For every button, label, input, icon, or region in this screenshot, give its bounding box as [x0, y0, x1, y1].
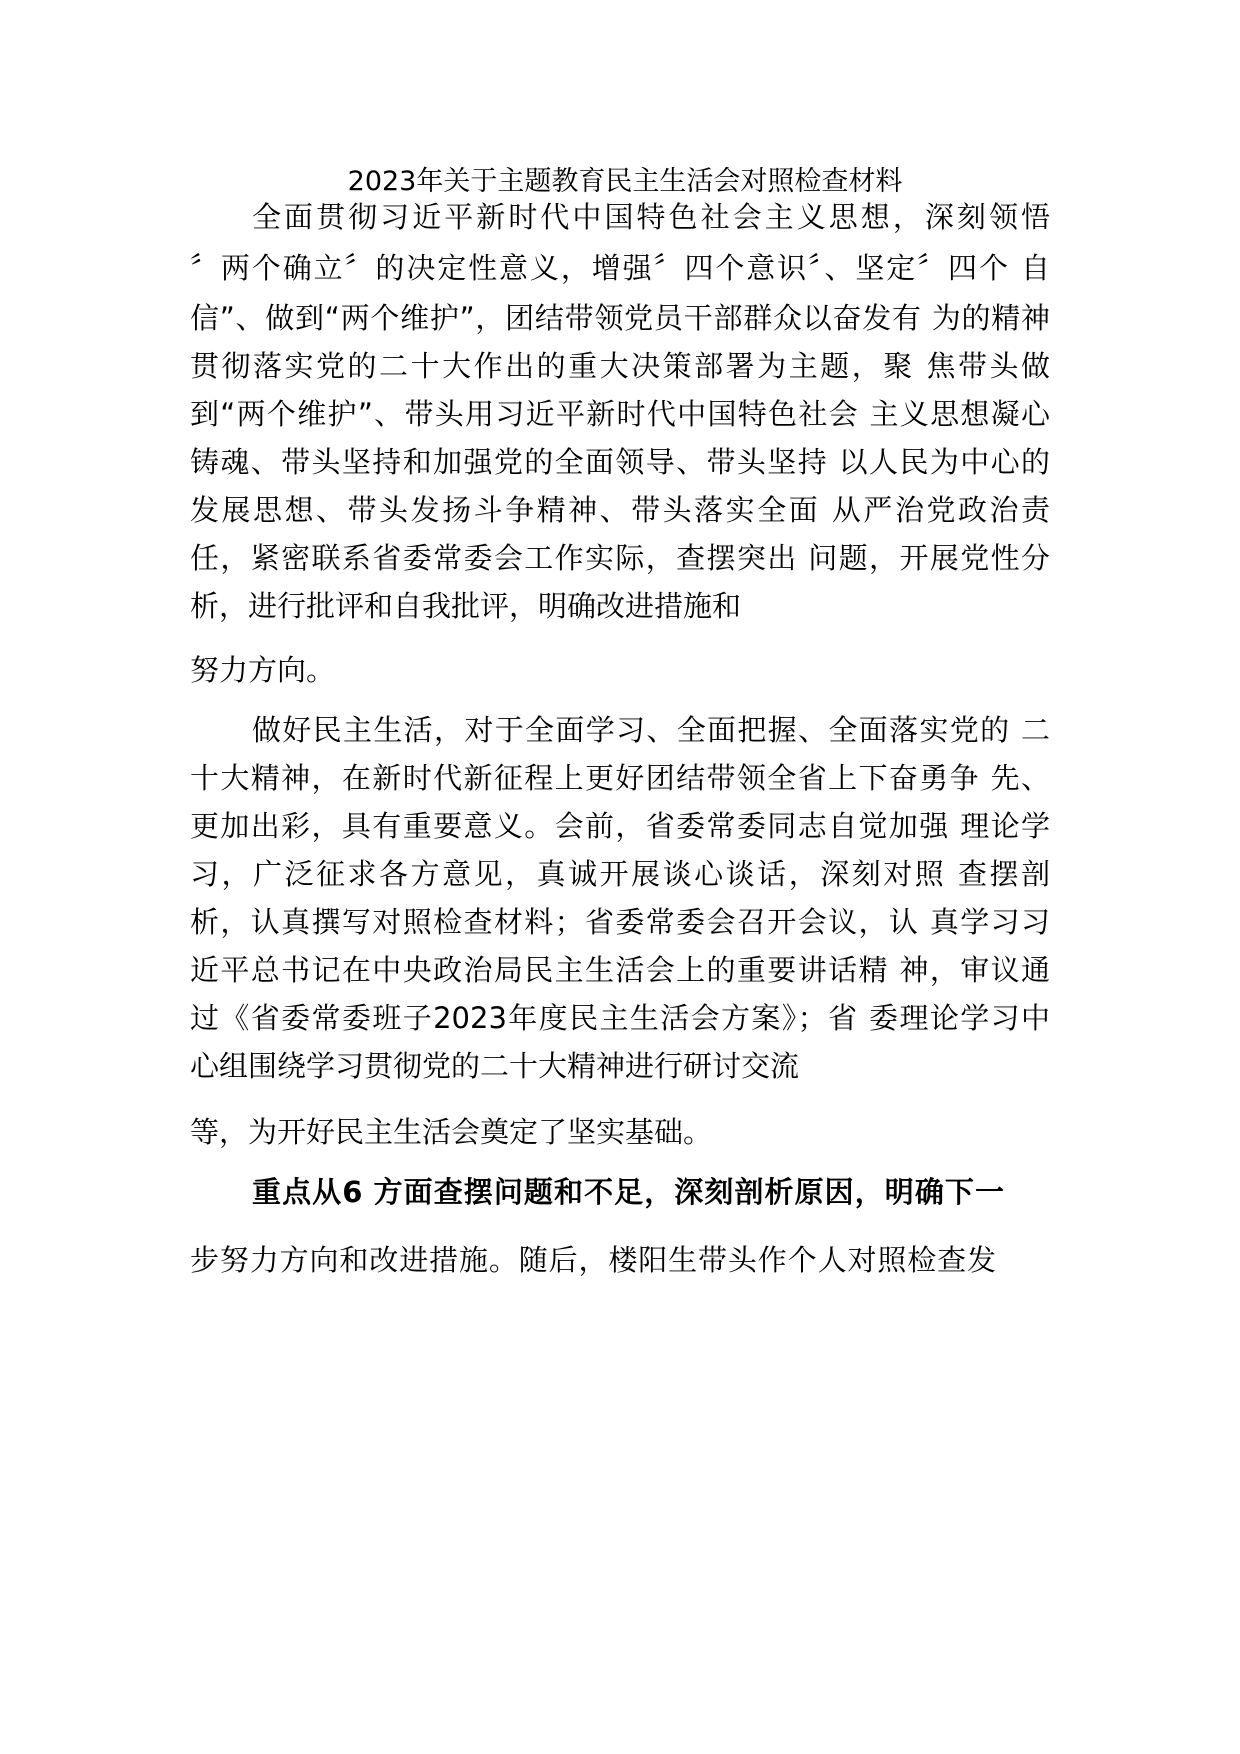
paragraph2-line-4: 习，广泛征求各方意见，真诚开展谈心谈话，深刻对照 查摆剖: [190, 857, 1050, 891]
paragraph1-line-2: 〞两个确立〞的决定性意义，增强〞四个意识〞、坚定〞四个 自: [190, 251, 1050, 285]
paragraph2-line-7: 过《省委常委班子2023年度民主生活会方案》；省 委理论学习中: [190, 1001, 1050, 1035]
paragraph2-line-8: 心组围绕学习贯彻党的二十大精神进行研讨交流: [190, 1049, 800, 1083]
paragraph2-line-5: 析，认真撰写对照检查材料；省委常委会召开会议，认 真学习习: [190, 905, 1050, 939]
paragraph2-line-2: 十大精神，在新时代新征程上更好团结带领全省上下奋勇争 先、: [190, 761, 1050, 795]
paragraph1-line-1: 全面贯彻习近平新时代中国特色社会主义思想，深刻领悟: [252, 200, 1050, 234]
paragraph1-line-4: 贯彻落实党的二十大作出的重大决策部署为主题，聚 焦带头做: [190, 349, 1050, 383]
paragraph2-line-6: 近平总书记在中央政治局民主生活会上的重要讲话精 神，审议通: [190, 953, 1050, 987]
paragraph1-line-9: 析，进行批评和自我批评，明确改进措施和: [190, 589, 742, 623]
paragraph1-line-6: 铸魂、带头坚持和加强党的全面领导、带头坚持 以人民为中心的: [190, 445, 1050, 479]
paragraph2-tail: 等，为开好民主生活会奠定了坚实基础。: [190, 1115, 713, 1149]
paragraph3-line-1: 重点从6 方面查摆问题和不足，深刻剖析原因，明确下一: [252, 1175, 1004, 1209]
paragraph3-line-2: 步努力方向和改进措施。随后，楼阳生带头作个人对照检查发: [190, 1243, 996, 1277]
document-title: 2023年关于主题教育民主生活会对照检查材料: [347, 166, 903, 197]
paragraph1-line-7: 发展思想、带头发扬斗争精神、带头落实全面 从严治党政治责: [190, 493, 1050, 527]
paragraph1-line-8: 任，紧密联系省委常委会工作实际，查摆突出 问题，开展党性分: [190, 541, 1050, 575]
paragraph1-line-5: 到“两个维护”、带头用习近平新时代中国特色社会 主义思想凝心: [190, 397, 1050, 431]
paragraph2-line-3: 更加出彩，具有重要意义。会前，省委常委同志自觉加强 理论学: [190, 809, 1050, 843]
paragraph1-tail: 努力方向。: [190, 653, 336, 687]
paragraph2-line-1: 做好民主生活，对于全面学习、全面把握、全面落实党的 二: [252, 713, 1050, 747]
paragraph1-line-3: 信”、做到“两个维护”，团结带领党员干部群众以奋发有 为的精神: [190, 301, 1050, 335]
